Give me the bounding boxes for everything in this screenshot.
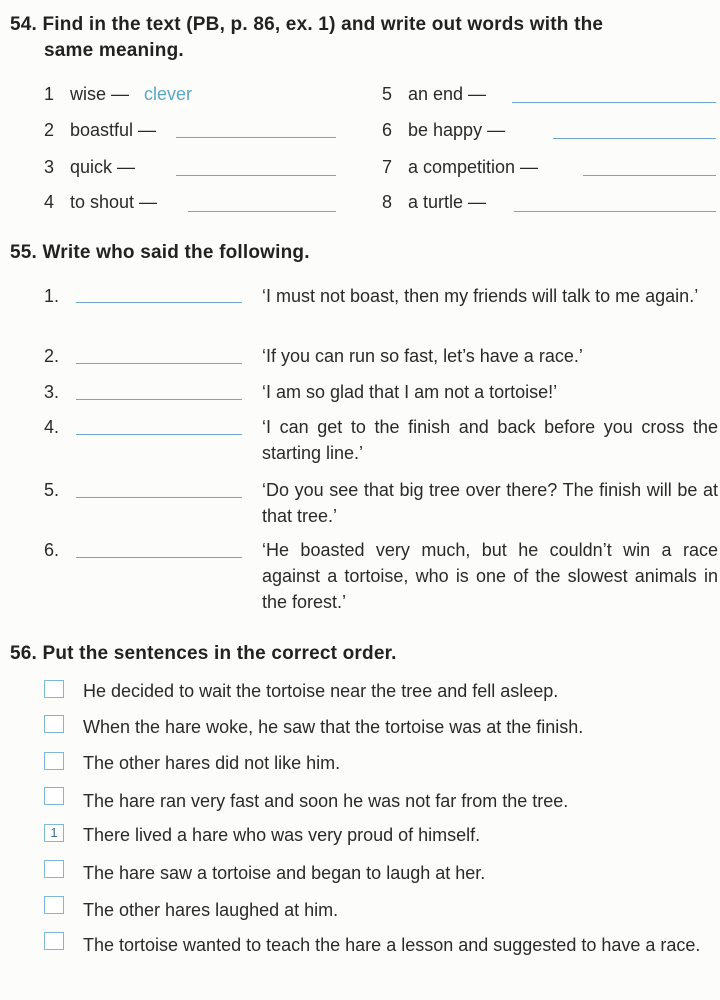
ex54-item-1-answer[interactable]: clever [144, 84, 193, 104]
order-checkbox[interactable] [44, 715, 64, 733]
order-checkbox[interactable] [44, 896, 64, 914]
ex55-item-2-quote: ‘If you can run so fast, let’s have a race.’ [262, 346, 583, 366]
ex55-item-3-quote: ‘I am so glad that I am not a tortoise!’ [262, 382, 558, 402]
ex54-item-3-number: 3 [44, 157, 55, 177]
ex54-item-5-word: an end — [408, 84, 487, 104]
ex56-sentence-4: The hare ran very fast and soon he was not far from the tree. [83, 791, 569, 811]
ex55-item-2-answer-line[interactable] [76, 363, 242, 364]
order-checkbox[interactable] [44, 860, 64, 878]
ex55-item-5-answer-line[interactable] [76, 497, 242, 498]
order-checkbox[interactable] [44, 752, 64, 770]
ex55-item-6-number: 6. [44, 540, 60, 560]
ex56-sentence-8: The tortoise wanted to teach the hare a lesson and suggested to have a race. [83, 935, 701, 955]
order-checkbox[interactable] [44, 787, 64, 805]
ex54-item-6-number: 6 [382, 120, 393, 140]
ex55-item-6-quote: ‘He boasted very much, but he couldn’t win a race against a tortoise, who is one of the slowest animals in the forest.’ [262, 540, 718, 612]
ex56-sentence-1: He decided to wait the tortoise near the tree and fell asleep. [83, 681, 559, 701]
ex55-item-1-number: 1. [44, 286, 60, 306]
ex55-item-6-answer-line[interactable] [76, 557, 242, 558]
ex54-item-8-answer-line[interactable] [514, 211, 716, 212]
exercise-54-title-line2: same meaning. [44, 40, 184, 61]
ex56-sentence-2: When the hare woke, he saw that the tortoise was at the finish. [83, 717, 584, 737]
ex54-item-3-answer-line[interactable] [176, 175, 336, 176]
ex55-item-5-quote: ‘Do you see that big tree over there? The finish will be at that tree.’ [262, 480, 718, 526]
ex56-sentence-6: The hare saw a tortoise and began to laugh at her. [83, 863, 486, 883]
ex55-item-4-quote: ‘I can get to the finish and back before you cross the starting line.’ [262, 417, 718, 463]
ex55-item-4-answer-line[interactable] [76, 434, 242, 435]
ex55-item-3-number: 3. [44, 382, 60, 402]
ex54-item-7-answer-line[interactable] [583, 175, 716, 176]
order-checkbox[interactable] [44, 680, 64, 698]
ex54-item-4-number: 4 [44, 192, 55, 212]
ex56-sentence-3: The other hares did not like him. [83, 753, 341, 773]
ex54-item-1-word: wise — [70, 84, 130, 104]
ex54-item-5-answer-line[interactable] [512, 102, 716, 103]
ex54-item-4-answer-line[interactable] [188, 211, 336, 212]
ex55-item-1-answer-line[interactable] [76, 302, 242, 303]
ex54-item-4-word: to shout — [70, 192, 158, 212]
exercise-55-title: 55. Write who said the following. [10, 242, 310, 263]
ex55-item-4-number: 4. [44, 417, 60, 437]
ex54-item-7-number: 7 [382, 157, 393, 177]
ex56-sentence-7: The other hares laughed at him. [83, 900, 339, 920]
ex54-item-2-word: boastful — [70, 120, 157, 140]
ex54-item-2-answer-line[interactable] [176, 137, 336, 138]
ex54-item-1-number: 1 [44, 84, 55, 104]
ex55-item-3-answer-line[interactable] [76, 399, 242, 400]
ex54-item-3-word: quick — [70, 157, 136, 177]
exercise-56-title: 56. Put the sentences in the correct order. [10, 643, 397, 664]
ex56-sentence-5: There lived a hare who was very proud of himself. [83, 825, 481, 845]
ex55-item-2-number: 2. [44, 346, 60, 366]
ex54-item-8-word: a turtle — [408, 192, 487, 212]
ex54-item-5-number: 5 [382, 84, 393, 104]
ex55-item-1-quote: ‘I must not boast, then my friends will talk to me again.’ [262, 286, 699, 306]
ex54-item-7-word: a competition — [408, 157, 539, 177]
ex55-item-5-number: 5. [44, 480, 60, 500]
order-checkbox[interactable]: 1 [44, 824, 64, 842]
order-checkbox[interactable] [44, 932, 64, 950]
ex54-item-6-answer-line[interactable] [553, 138, 716, 139]
exercise-54-title-line1: 54. Find in the text (PB, p. 86, ex. 1) and write out words with the [10, 14, 604, 35]
ex54-item-6-word: be happy — [408, 120, 506, 140]
ex54-item-8-number: 8 [382, 192, 393, 212]
ex54-item-2-number: 2 [44, 120, 55, 140]
